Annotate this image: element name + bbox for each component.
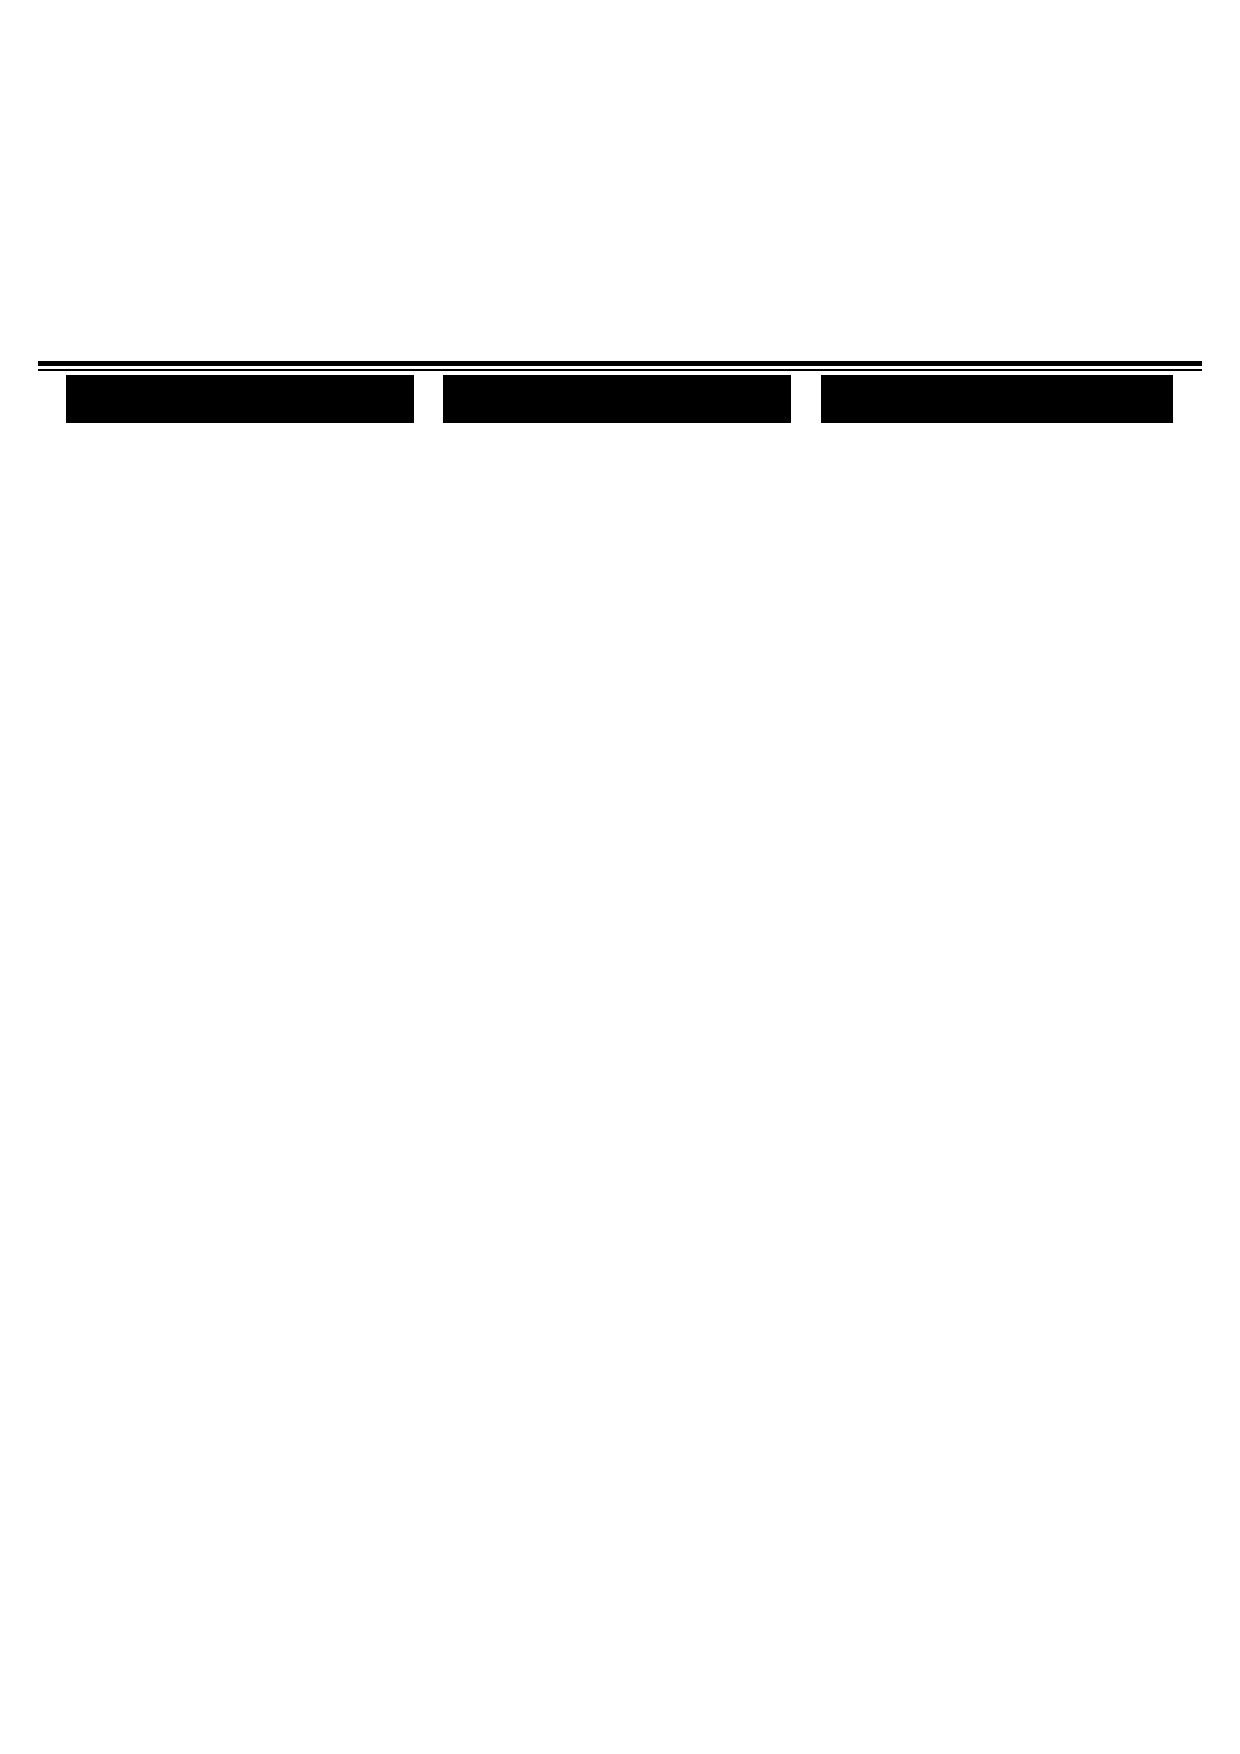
column-header-mesin — [821, 375, 1173, 423]
qr-code-icon — [318, 16, 483, 181]
column-header-interior — [443, 375, 791, 423]
divider-rule — [38, 361, 1202, 371]
column-header-eksterior — [66, 375, 414, 423]
notes-block — [40, 1663, 56, 1754]
address-block — [40, 233, 60, 445]
